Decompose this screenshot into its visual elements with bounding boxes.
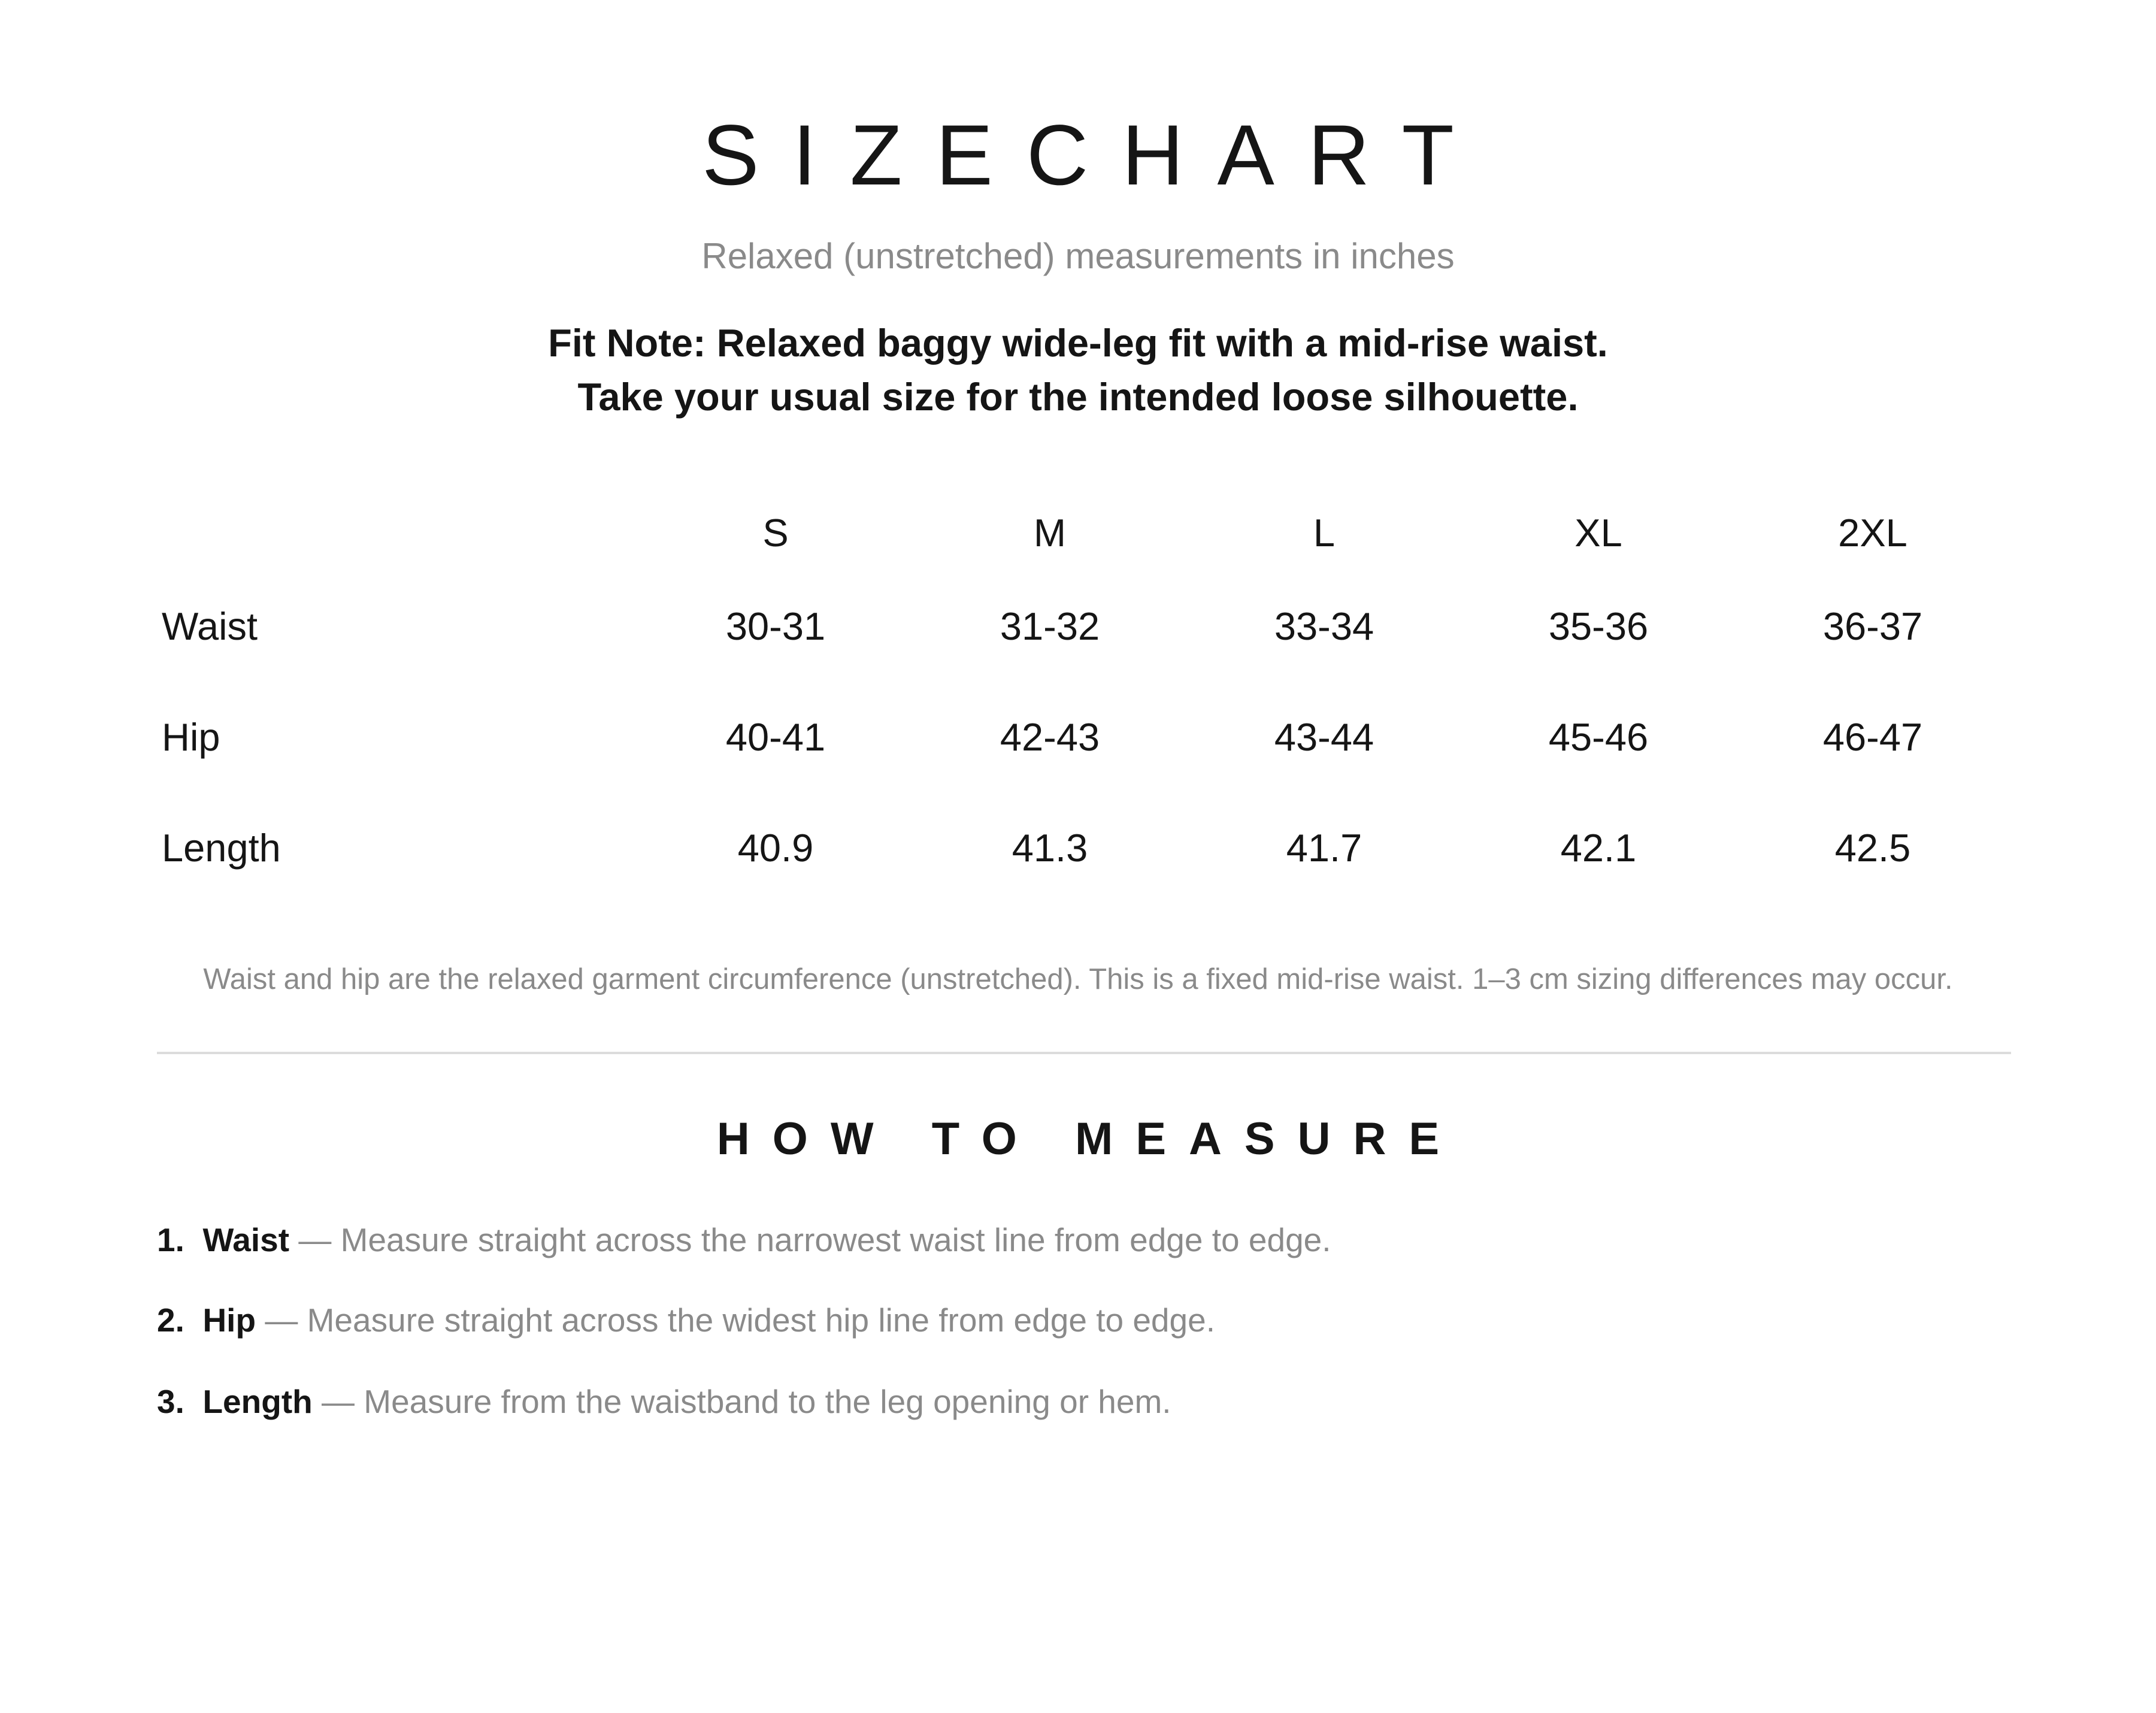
- size-header-s: S: [762, 511, 789, 555]
- fit-note-line-2: Take your usual size for the intended loose silhouette.: [577, 375, 1579, 419]
- table-cell: 33-34: [1274, 604, 1374, 648]
- fit-note-line-1: Fit Note: Relaxed baggy wide-leg fit with a mid-rise waist.: [548, 321, 1608, 365]
- step-name: Waist: [202, 1221, 290, 1258]
- table-cell: 41.7: [1286, 826, 1362, 870]
- size-header-l: L: [1313, 511, 1336, 555]
- step-name: Length: [202, 1383, 313, 1420]
- row-label-length: Length: [162, 826, 281, 870]
- measure-step-length: [157, 1375, 1171, 1428]
- table-cell: 36-37: [1822, 604, 1923, 648]
- fit-note: [0, 316, 2156, 424]
- table-cell: 40.9: [737, 826, 814, 870]
- size-header-m: M: [1033, 511, 1067, 555]
- measure-step-hip: [157, 1293, 1215, 1347]
- step-name: Hip: [202, 1302, 256, 1339]
- row-label-hip: Hip: [162, 715, 220, 759]
- row-label-waist: Waist: [162, 604, 258, 648]
- measure-step-waist: [157, 1213, 1331, 1267]
- size-header-row: [157, 503, 1999, 563]
- sizing-disclaimer: Waist and hip are the relaxed garment circumference (unstretched). This is a fixed mid-rise waist. 1–3 cm sizing differences may occur.: [203, 963, 1953, 995]
- step-description: — Measure straight across the narrowest waist line from edge to edge.: [289, 1221, 1331, 1258]
- table-cell: 45-46: [1548, 715, 1649, 759]
- page-subtitle: Relaxed (unstretched) measurements in inches: [701, 236, 1455, 276]
- step-number: 3.: [157, 1383, 194, 1420]
- section-divider: [157, 1052, 2011, 1054]
- table-cell: 42.1: [1560, 826, 1637, 870]
- table-row-hip: [157, 707, 1999, 767]
- step-description: — Measure straight across the widest hip line from edge to edge.: [256, 1302, 1215, 1339]
- table-cell: 31-32: [1000, 604, 1100, 648]
- size-header-2xl: 2XL: [1838, 511, 1907, 555]
- table-cell: 35-36: [1548, 604, 1649, 648]
- step-description: — Measure from the waistband to the leg opening or hem.: [312, 1383, 1171, 1420]
- table-cell: 46-47: [1822, 715, 1923, 759]
- table-cell: 42.5: [1834, 826, 1911, 870]
- table-cell: 40-41: [725, 715, 826, 759]
- page-title: SIZECHART: [702, 108, 1488, 203]
- table-row-waist: [157, 597, 1999, 656]
- table-cell: 41.3: [1012, 826, 1088, 870]
- table-row-length: [157, 818, 1999, 878]
- how-to-measure-title: HOW TO MEASURE: [716, 1113, 1462, 1164]
- table-cell: 43-44: [1274, 715, 1374, 759]
- table-cell: 42-43: [1000, 715, 1100, 759]
- size-header-xl: XL: [1574, 511, 1622, 555]
- table-cell: 30-31: [725, 604, 826, 648]
- step-number: 1.: [157, 1221, 194, 1258]
- step-number: 2.: [157, 1302, 194, 1339]
